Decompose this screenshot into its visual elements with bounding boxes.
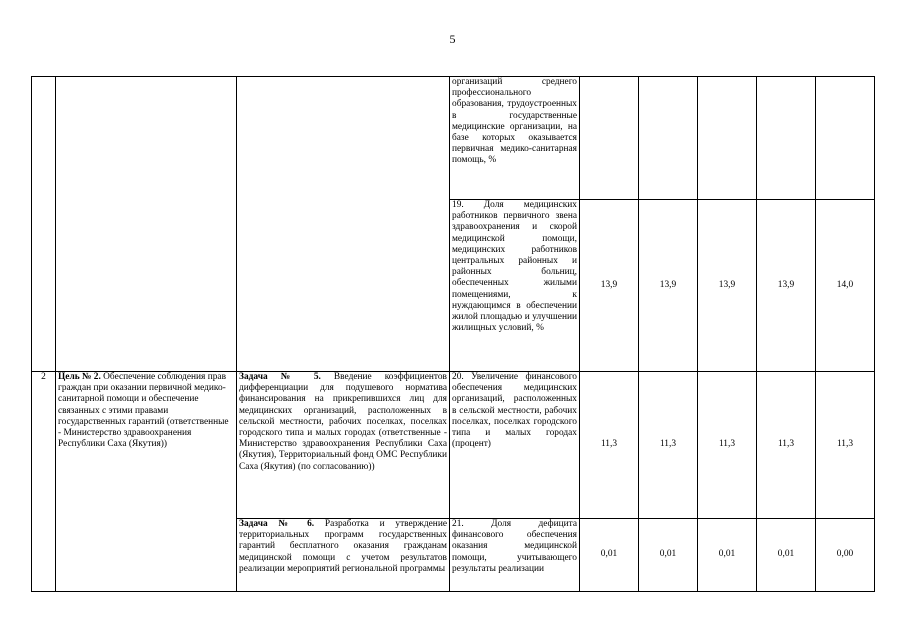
goal-heading: Цель № 2. — [58, 372, 101, 382]
task-text: Введение коэффициентов дифференциации для подушевого норматива финансирования на прикрепившихся лиц для медицинских организаций, расположенных в сельской местности, рабочих поселках, поселках городского типа и малых городах (ответственные - Министерство здравоохранения Республики Саха (Якутия), Территориальный фонд ОМС Республики Саха (Якутия) (по согласованию)) — [239, 372, 447, 472]
task-cell — [237, 372, 450, 519]
table-row — [32, 77, 875, 200]
value-cell: 11,3 — [639, 372, 698, 519]
indicator-cell: 19. Доля медицинских работников первичного звена здравоохранения и скорой медицинской помощи, медицинских работников центральных районных и районных больниц, обеспеченных жилыми помещениями, к нуждающимся в обеспечении жилой площадью и улучшении жилищных условий, % — [450, 200, 580, 372]
value-cell: 13,9 — [580, 200, 639, 372]
goal-cell — [56, 77, 237, 372]
value-cell: 14,0 — [816, 200, 875, 372]
value-cell — [757, 77, 816, 200]
value-cell: 13,9 — [639, 200, 698, 372]
value-cell: 0,01 — [757, 519, 816, 592]
value-cell: 13,9 — [698, 200, 757, 372]
task-heading: Задача № 5. — [239, 372, 321, 382]
indicator-cell: 21. Доля дефицита финансового обеспечения оказания медицинской помощи, учитывающего результаты реализации — [450, 519, 580, 592]
task-text: Разработка и утверждение территориальных программ государственных гарантий бесплатного оказания гражданам медицинской помощи с учетом результатов реализации мероприятий региональной программы — [239, 519, 447, 574]
indicator-cell: организаций среднего профессионального образования, трудоустроенных в государственные медицинские организации, на базе которых оказывается первичная медико-санитарная помощь, % — [450, 77, 580, 200]
table-row — [32, 372, 875, 519]
value-cell: 0,01 — [580, 519, 639, 592]
value-cell: 0,01 — [698, 519, 757, 592]
row-number-cell: 2 — [32, 372, 56, 592]
value-cell — [639, 77, 698, 200]
value-cell: 11,3 — [580, 372, 639, 519]
task-cell — [237, 77, 450, 372]
goal-text: Обеспечение соблюдения прав граждан при оказании первичной медико-санитарной помощи и обеспечение связанных с этими правами государственных гарантий (ответственные - Министерство здравоохранения Республики Саха (Якутия)) — [58, 372, 229, 450]
goal-cell — [56, 372, 237, 592]
value-cell — [580, 77, 639, 200]
value-cell: 0,01 — [639, 519, 698, 592]
task-heading: Задача № 6. — [239, 519, 315, 529]
indicator-cell: 20. Увеличение финансового обеспечения медицинских организаций, расположенных в сельской местности, рабочих поселках, поселках городского типа и малых городах (процент) — [450, 372, 580, 519]
value-cell: 11,3 — [757, 372, 816, 519]
value-cell: 0,00 — [816, 519, 875, 592]
value-cell: 13,9 — [757, 200, 816, 372]
program-table — [31, 76, 875, 592]
value-cell: 11,3 — [816, 372, 875, 519]
page-number: 5 — [449, 32, 456, 46]
task-cell — [237, 519, 450, 592]
value-cell: 11,3 — [698, 372, 757, 519]
value-cell — [816, 77, 875, 200]
value-cell — [698, 77, 757, 200]
row-number-cell — [32, 77, 56, 372]
